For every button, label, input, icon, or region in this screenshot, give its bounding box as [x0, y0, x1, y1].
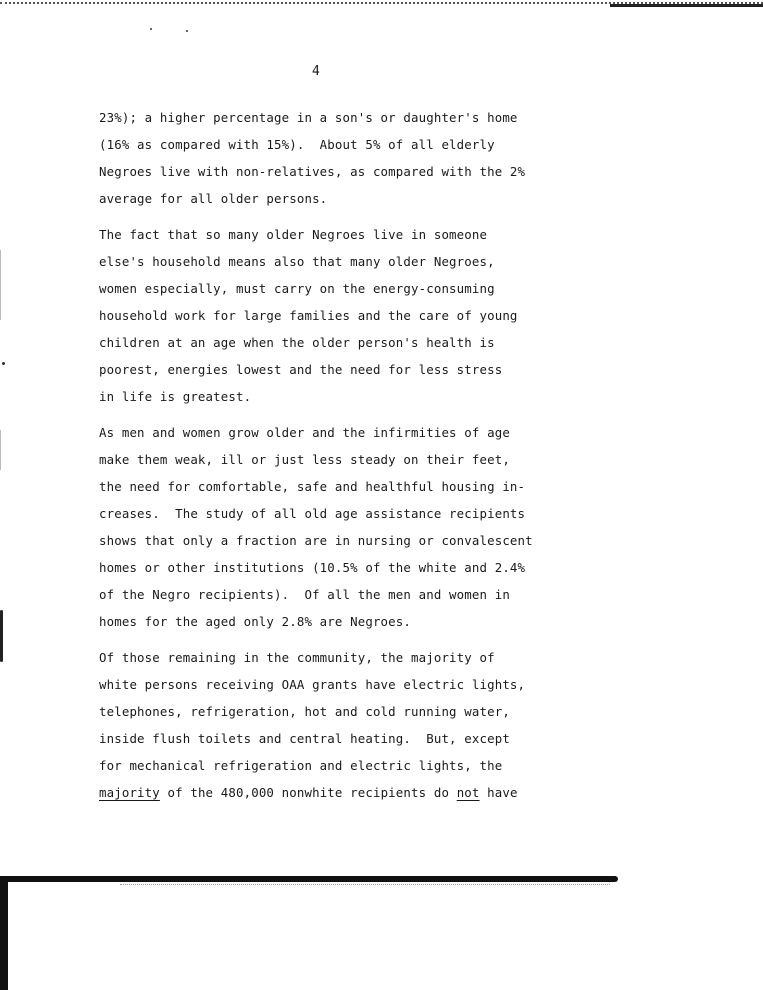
- text-line: As men and women grow older and the infirmities of age: [99, 425, 510, 440]
- text-line-last: [99, 779, 569, 806]
- text-line: women especially, must carry on the energy-consuming: [99, 281, 495, 296]
- text-line: shows that only a fraction are in nursing or convalescent: [99, 533, 533, 548]
- text-segment: of the 480,000 nonwhite recipients do: [159, 785, 457, 800]
- text-line: of the Negro recipients). Of all the men and women in: [99, 587, 510, 602]
- paragraph: [99, 104, 569, 212]
- scan-top-bar: [610, 4, 763, 7]
- text-line: Of those remaining in the community, the majority of: [99, 650, 495, 665]
- text-line: inside flush toilets and central heating. But, except: [99, 731, 510, 746]
- underlined-majority: majority: [99, 785, 160, 800]
- text-line: homes or other institutions (10.5% of the white and 2.4%: [99, 560, 526, 575]
- scan-speck: [2, 362, 5, 365]
- text-line: Negroes live with non-relatives, as compared with the 2%: [99, 164, 526, 179]
- text-line: creases. The study of all old age assistance recipients: [99, 506, 526, 521]
- text-line: homes for the aged only 2.8% are Negroes.: [99, 614, 412, 629]
- scan-bottom-shadow: [120, 884, 610, 885]
- paragraph: [99, 419, 569, 635]
- text-line: else's household means also that many older Negroes,: [99, 254, 495, 269]
- text-line: poorest, energies lowest and the need for less stress: [99, 362, 503, 377]
- text-line: average for all older persons.: [99, 191, 328, 206]
- scan-left-bar: [0, 876, 8, 990]
- text-line: the need for comfortable, safe and healthful housing in-: [99, 479, 526, 494]
- scan-left-mark: [0, 610, 3, 662]
- text-line: telephones, refrigeration, hot and cold running water,: [99, 704, 510, 719]
- page-number: 4: [312, 64, 321, 79]
- scan-edge: [0, 430, 1, 470]
- text-line: in life is greatest.: [99, 389, 252, 404]
- text-line: children at an age when the older person's health is: [99, 335, 495, 350]
- text-segment: have: [479, 785, 518, 800]
- text-line: make them weak, ill or just less steady on their feet,: [99, 452, 510, 467]
- scan-bottom-bar: [0, 876, 618, 882]
- underlined-not: not: [456, 785, 480, 800]
- scan-speck: [186, 30, 188, 32]
- text-line: The fact that so many older Negroes live in someone: [99, 227, 488, 242]
- text-line: for mechanical refrigeration and electric lights, the: [99, 758, 503, 773]
- text-line: (16% as compared with 15%). About 5% of all elderly: [99, 137, 495, 152]
- text-line: 23%); a higher percentage in a son's or daughter's home: [99, 110, 518, 125]
- text-line: white persons receiving OAA grants have electric lights,: [99, 677, 526, 692]
- text-line: household work for large families and the care of young: [99, 308, 518, 323]
- paragraph: [99, 221, 569, 410]
- paragraph: [99, 644, 569, 806]
- body-text: [99, 104, 569, 815]
- scan-speck: [150, 28, 152, 30]
- scan-edge: [0, 250, 1, 320]
